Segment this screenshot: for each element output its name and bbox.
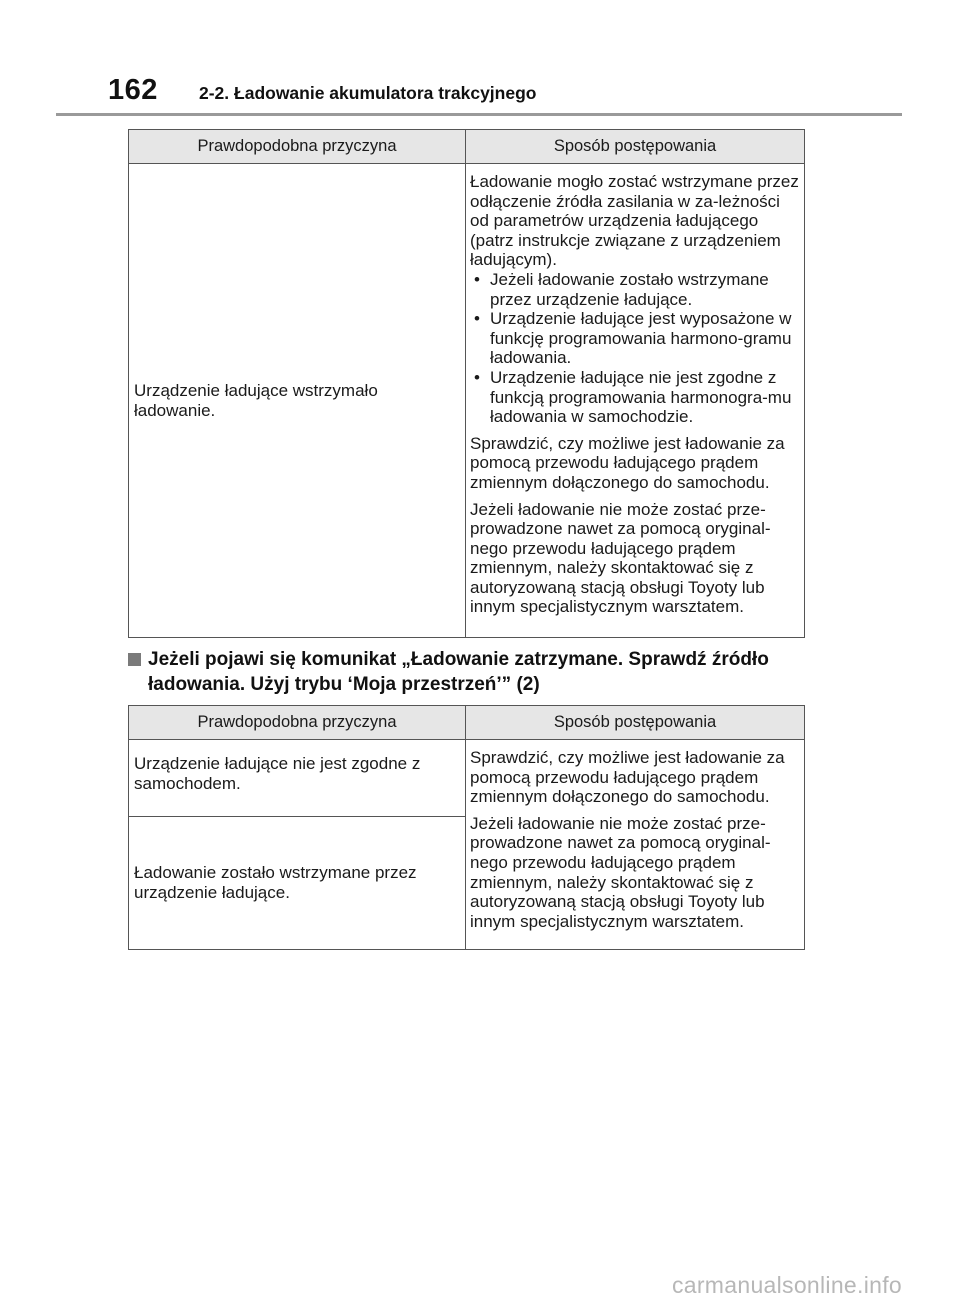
- watermark: carmanualsonline.info: [671, 1272, 902, 1298]
- page-number: 162: [108, 74, 158, 106]
- cause-cell: Urządzenie ładujące wstrzymało ładowanie.: [129, 164, 466, 638]
- column-header-cause: Prawdopodobna przyczyna: [129, 706, 466, 740]
- table-row: [129, 740, 805, 817]
- remedy-cell: [466, 740, 805, 950]
- remedy-check-paragraph: Sprawdzić, czy możliwe jest ładowanie za pomocą przewodu ładującego prądem zmiennym dołączonego do samochodu.: [470, 748, 785, 807]
- subheading: [128, 647, 808, 697]
- table-header-row: [129, 706, 805, 740]
- remedy-cell: [466, 164, 805, 638]
- square-bullet-icon: [128, 653, 141, 666]
- column-header-remedy: Sposób postępowania: [466, 130, 805, 164]
- remedy-contact-paragraph: Jeżeli ładowanie nie może zostać prze-prowadzone nawet za pomocą oryginal-nego przewodu ładującego prądem zmiennym, należy skontaktować się z autoryzowaną stacją obsługi Toyoty lub innym specjalistycznym warsztatem.: [470, 813, 771, 931]
- header-divider: [56, 113, 902, 116]
- table-header-row: [129, 130, 805, 164]
- remedy-bullet-list: [470, 270, 802, 427]
- remedy-contact-paragraph: Jeżeli ładowanie nie może zostać prze-prowadzone nawet za pomocą oryginal-nego przewodu ładującego prądem zmiennym, należy skontaktować się z autoryzowaną stacją obsługi Toyoty lub innym specjalistycznym warsztatem.: [470, 499, 771, 617]
- cause-cell: Ładowanie zostało wstrzymane przez urządzenie ładujące.: [129, 817, 466, 950]
- remedy-intro: Ładowanie mogło zostać wstrzymane przez odłączenie źródła zasilania w za-leżności od parametrów urządzenia ładującego (patrz instrukcje związane z urządzeniem ładującym).: [470, 172, 799, 270]
- cause-cell: Urządzenie ładujące nie jest zgodne z samochodem.: [129, 740, 466, 817]
- column-header-remedy: Sposób postępowania: [466, 706, 805, 740]
- remedy-check-paragraph: Sprawdzić, czy możliwe jest ładowanie za pomocą przewodu ładującego prądem zmiennym dołączonego do samochodu.: [470, 433, 785, 492]
- cause-remedy-table-2: [128, 705, 805, 950]
- subheading-text: Jeżeli pojawi się komunikat „Ładowanie zatrzymane. Sprawdź źródło ładowania. Użyj trybu ‘Moja przestrzeń’” (2): [148, 649, 769, 695]
- list-item: • Jeżeli ładowanie zostało wstrzymane przez urządzenie ładujące.: [470, 270, 802, 309]
- table-row: [129, 164, 805, 638]
- column-header-cause: Prawdopodobna przyczyna: [129, 130, 466, 164]
- section-title: 2-2. Ładowanie akumulatora trakcyjnego: [199, 83, 537, 103]
- cause-remedy-table-1: [128, 129, 805, 638]
- list-item: • Urządzenie ładujące nie jest zgodne z funkcją programowania harmonogra-mu ładowania w samochodzie.: [470, 368, 802, 427]
- list-item: • Urządzenie ładujące jest wyposażone w funkcję programowania harmono-gramu ładowania.: [470, 309, 802, 368]
